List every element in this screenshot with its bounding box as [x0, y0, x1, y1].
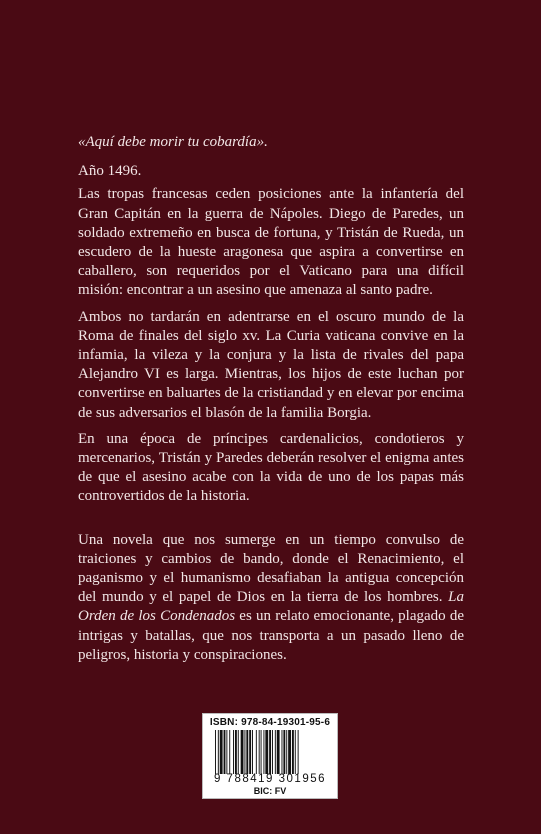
- blurb-text-end: es un relato emocionante, plagado de intrigas y batallas, que nos transporta a un pasado lleno de peligros, historia y conspiraciones.: [78, 608, 465, 663]
- year-line: Año 1496.: [78, 163, 142, 180]
- book-title: La Orden de los Condenados: [78, 589, 464, 625]
- blurb-paragraph: [78, 531, 464, 665]
- isbn-text: ISBN: 978-84-19301-95-6: [209, 717, 331, 728]
- barcode-icon: [215, 730, 327, 774]
- blurb-text-start: Una novela que nos sumerge en un tiempo convulso de traiciones y cambios de bando, donde el Renacimiento, el paganismo y el humanismo desafiaban la antigua concepción del mundo y el papel de Dios en la tierra de los hombres.: [78, 531, 464, 606]
- barcode-label: [202, 713, 338, 799]
- epigraph: «Aquí debe morir tu cobardía».: [78, 134, 268, 150]
- ean-digits: 9 788419 301956: [213, 773, 327, 785]
- synopsis-paragraph-1: Las tropas francesas ceden posiciones ante la infantería del Gran Capitán en la guerra de Nápoles. Diego de Paredes, un soldado extremeño en busca de fortuna, y Tristán de Rueda, un escudero de la hueste aragonesa que aspira a convertirse en caballero, son requeridos por el Vaticano para una difícil misión: encontrar a un asesino que amenaza al santo padre.: [78, 186, 464, 299]
- synopsis-paragraph-3: En una época de príncipes cardenalicios, condotieros y mercenarios, Tristán y Paredes deberán resolver el enigma antes de que el asesino acabe con la vida de uno de los papas más controvertidos de la historia.: [78, 430, 464, 505]
- bic-code: BIC: FV: [253, 786, 287, 796]
- back-cover-text: [78, 133, 464, 672]
- synopsis-paragraph-2: Ambos no tardarán en adentrarse en el oscuro mundo de la Roma de finales del siglo xv. La Curia vaticana convive en la infamia, la vileza y la conjura y la lista de rivales del papa Alejandro VI es larga. Mientras, los hijos de este luchan por convertirse en baluartes de la cristiandad y en elevar por encima de sus adversarios el blasón de la familia Borgia.: [78, 308, 464, 421]
